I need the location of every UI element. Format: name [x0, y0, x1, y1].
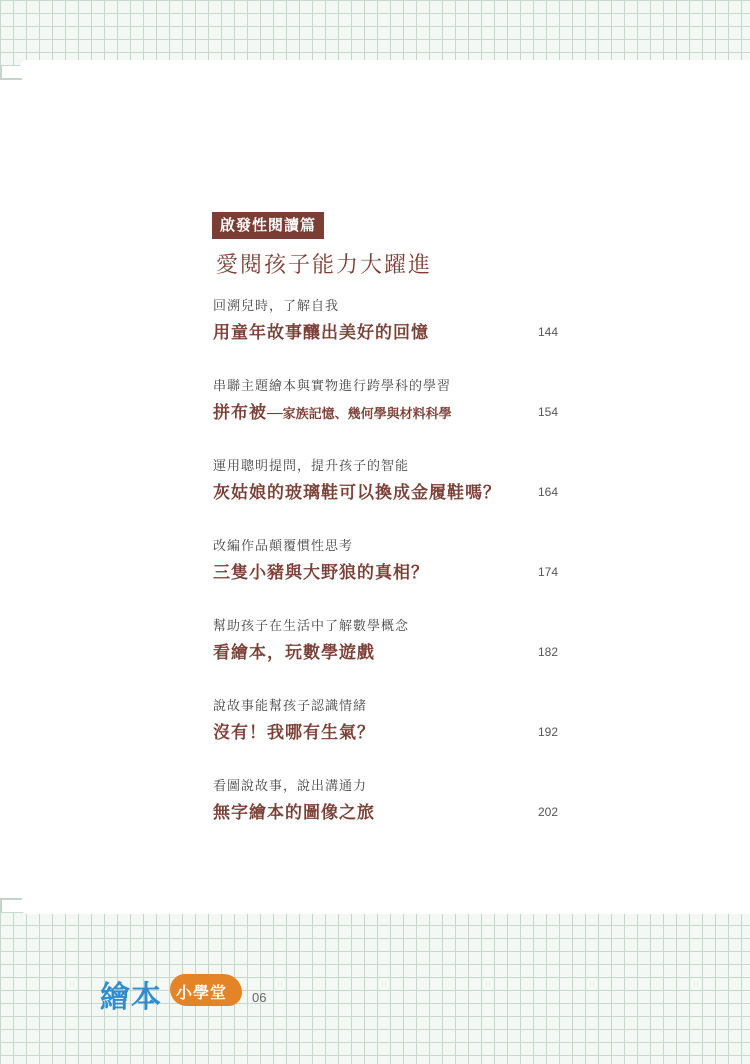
toc-entry-page: 164 — [537, 485, 558, 499]
toc-entry[interactable] — [213, 699, 558, 745]
paper-edge-bottom — [20, 906, 750, 914]
paper-edge-top — [20, 60, 750, 68]
corner-mark-top-left — [0, 66, 22, 80]
toc-entry[interactable] — [213, 779, 558, 825]
toc-entry-title: 沒有！我哪有生氣？ — [213, 723, 375, 743]
toc-entry[interactable] — [213, 539, 558, 585]
toc-entry-page: 182 — [537, 645, 558, 659]
toc-entry-title: 無字繪本的圖像之旅 — [213, 803, 375, 823]
section-badge: 啟發性閱讀篇 — [212, 212, 324, 239]
toc-entry-title: 用童年故事釀出美好的回憶 — [213, 323, 429, 343]
toc-entry-subtitle: 運用聰明提問，提升孩子的智能 — [213, 459, 410, 474]
page-number: 06 — [252, 990, 267, 1005]
toc-entry-page: 192 — [537, 725, 558, 739]
toc-entry-page: 202 — [537, 805, 558, 819]
toc-entry-page: 144 — [537, 325, 558, 339]
toc-entry-subtitle: 說故事能幫孩子認識情緒 — [213, 699, 368, 714]
toc-entry-page: 154 — [537, 405, 558, 419]
toc-entry[interactable] — [213, 619, 558, 665]
toc-entry-title-main: 拼布被 — [213, 403, 267, 423]
toc-entry[interactable] — [213, 299, 558, 345]
toc-entry-subtitle: 幫助孩子在生活中了解數學概念 — [213, 619, 410, 634]
toc-entry[interactable] — [213, 459, 558, 505]
logo-sub-text: 小學堂 — [176, 983, 228, 1002]
book-logo — [100, 968, 250, 1014]
toc-entry-title — [213, 403, 452, 423]
toc-entry-subtitle: 串聯主題繪本與實物進行跨學科的學習 — [213, 379, 452, 394]
section-title: 愛閱孩子能力大躍進 — [216, 253, 433, 278]
corner-mark-bottom-left — [0, 898, 22, 912]
toc-entry-title: 三隻小豬與大野狼的真相？ — [213, 563, 429, 583]
toc-entry-subtitle: 回溯兒時，了解自我 — [213, 299, 340, 314]
toc-entry-title-subheading: ──家族記憶、幾何學與材料科學 — [267, 407, 452, 422]
logo-main-text: 繪本 — [100, 980, 162, 1015]
toc-entry-title: 灰姑娘的玻璃鞋可以換成金履鞋嗎？ — [213, 483, 501, 503]
grid-header-decoration — [0, 0, 750, 66]
toc-entry[interactable] — [213, 379, 558, 425]
toc-entry-title: 看繪本，玩數學遊戲 — [213, 643, 375, 663]
toc-entry-page: 174 — [537, 565, 558, 579]
toc-entry-subtitle: 看圖說故事，說出溝通力 — [213, 779, 368, 794]
toc-entry-subtitle: 改編作品顛覆慣性思考 — [213, 539, 354, 554]
